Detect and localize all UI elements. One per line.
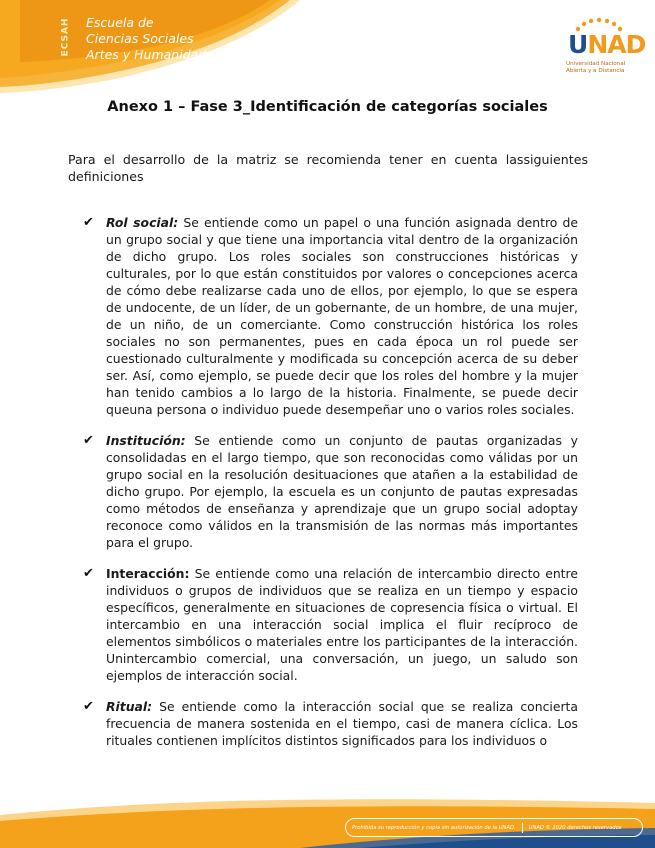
footer-divider (522, 823, 523, 833)
school-name-block (60, 14, 280, 66)
definition-text: Se entiende como una relación de intercambio directo entre individuos o grupos de individuos que se realiza en un tiempo y espacio específicos, generalmente en situaciones de copresencia física o virtual. El intercambio en una interacción social implica el fluir recíproco de elementos simbólicos o materiales entre los participantes de la interacción. Unintercambio comercial, una conversación, un juego, un saludo son ejemplos de interacción social. (106, 566, 578, 683)
school-side-tag: ECSAH (60, 17, 71, 57)
definition-term: Interacción: (106, 566, 190, 581)
definitions-list (78, 214, 578, 749)
definition-item-ritual (78, 698, 578, 749)
definition-text: Se entiende como la interacción social que se realiza concierta frecuencia de manera sostenida en el tiempo, casi de manera cíclica. Los rituales contienen implícitos distintos significados para los individuos o (106, 699, 578, 748)
school-line-1: Escuela de (86, 15, 154, 30)
checkmark-icon: ✔ (83, 566, 94, 581)
definition-item-interaccion (78, 565, 578, 684)
definition-text: Se entiende como un papel o una función asignada dentro de un grupo social y que tiene una importancia vital dentro de la organización de dicho grupo. Los roles sociales son construcciones históricas y culturales, por lo que están constituidos por valores o concepciones acerca de cómo debe realizarse cada uno de ellos, por ejemplo, lo que se espera de undocente, de un líder, de un gobernante, de un hombre, de una mujer, de un niño, de un comerciante. Como construcción histórica los roles sociales no son permanentes, pues en cada época un rol puede ser cuestionado culturalmente y modificada su concepción acerca de su deber ser. Así, como ejemplo, se puede decir que los roles del hombre y la mujer han tenido cambios a lo largo de la historia. Finalmente, se puede decir queuna persona o individuo puede desempeñar uno o varios roles sociales. (106, 215, 578, 417)
footer-notices (352, 822, 621, 834)
school-line-2: Ciencias Sociales (86, 31, 194, 46)
logo-wordmark: UNAD (568, 30, 646, 59)
definition-text: Se entiende como un conjunto de pautas organizadas y consolidadas en el largo tiempo, que son reconocidas como válidas por un grupo social en la resolución desituaciones que atañen a la estabilidad de dicho grupo. Por ejemplo, la escuela es un conjunto de pautas expresadas como métodos de enseñanza y aprendizaje que un grupo social adoptay reconoce como válidos en la transmisión de las normas más importantes para el grupo. (106, 433, 578, 550)
document-title: Anexo 1 – Fase 3_Identificación de categorías sociales (107, 99, 548, 115)
footer-rights-notice: UNAD © 2020 derechos reservados (528, 825, 622, 831)
checkmark-icon: ✔ (83, 215, 94, 230)
checkmark-icon: ✔ (83, 433, 94, 448)
unad-logo (562, 16, 646, 86)
intro-paragraph: Para el desarrollo de la matriz se recomienda tener en cuenta lassiguientes definiciones (68, 152, 588, 184)
checkmark-icon: ✔ (83, 699, 94, 714)
definition-item-rol-social (78, 214, 578, 418)
definition-term: Rol social: (106, 215, 179, 230)
footer-copy-notice: Prohibida su reproducción y copia sin autorización de la UNAD. (352, 825, 516, 831)
definition-term: Ritual: (106, 699, 153, 714)
school-line-3: Artes y Humanidades (86, 47, 221, 62)
logo-subtitle-2: Abierta y a Distancia (566, 68, 625, 74)
definition-item-institucion (78, 432, 578, 551)
definition-term: Institución: (106, 433, 186, 448)
logo-subtitle-1: Universidad Nacional (566, 61, 626, 67)
